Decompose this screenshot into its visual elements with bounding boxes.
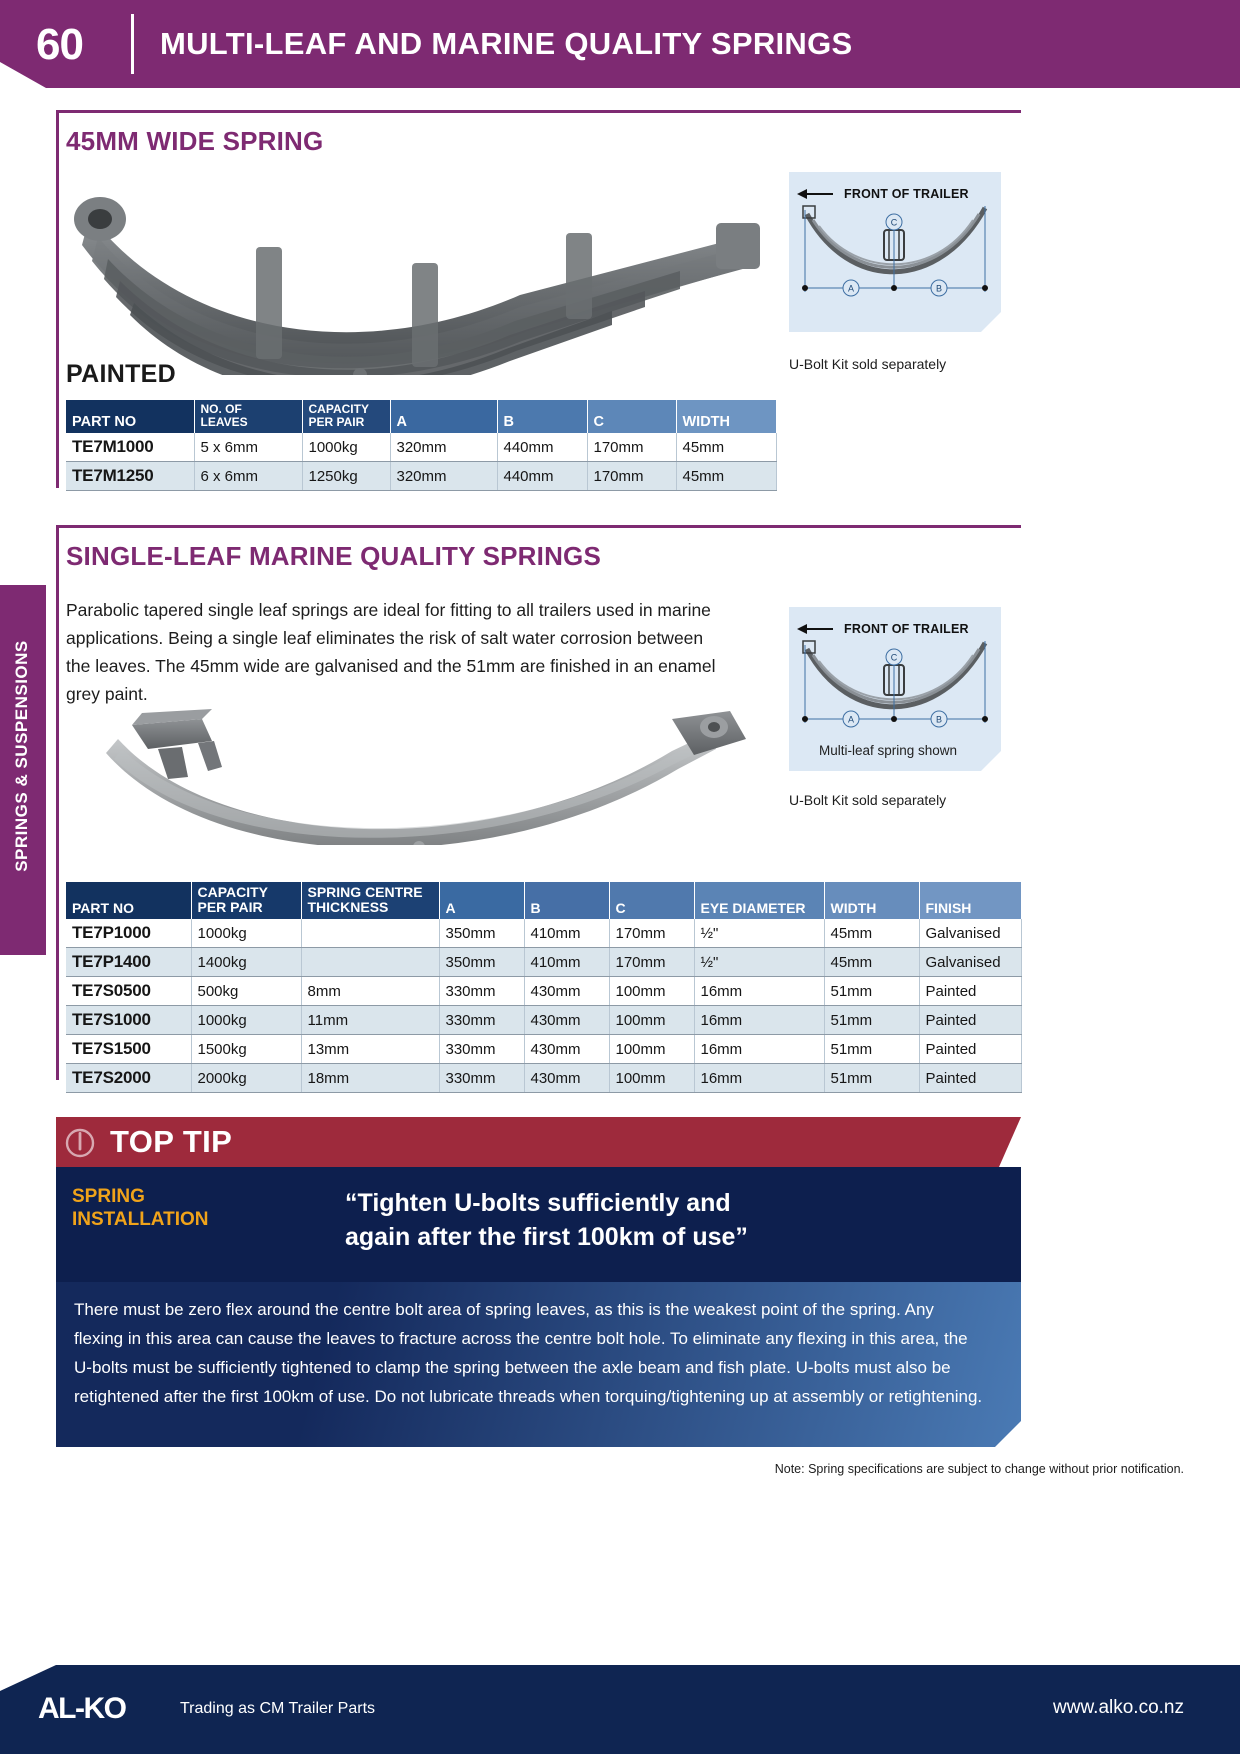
svg-text:A: A xyxy=(847,714,855,725)
cell-c: 100mm xyxy=(609,977,694,1006)
table-marine-body xyxy=(66,919,1021,1093)
diagram-2-inner-caption: Multi-leaf spring shown xyxy=(819,743,958,758)
cell-part-no: TE7M1000 xyxy=(66,433,194,462)
section-2-paragraph: Parabolic tapered single leaf springs are ideal for fitting to all trailers used in marine applications. Being a single leaf eliminates the risk of salt water corrosion between the leaves. The 45mm wide are galvanised and the 51mm are finished in an enamel grey paint. xyxy=(66,600,716,704)
cell-eye-diameter: ½" xyxy=(694,948,824,977)
cell-a: 330mm xyxy=(439,1006,524,1035)
th-b: B xyxy=(497,400,587,433)
cell-thickness: 11mm xyxy=(301,1006,439,1035)
cell-finish: Painted xyxy=(919,1035,1021,1064)
cell-width: 45mm xyxy=(824,948,919,977)
table-row xyxy=(66,433,776,462)
header-divider xyxy=(131,14,134,74)
th-c: C xyxy=(587,400,676,433)
cell-b: 430mm xyxy=(524,1006,609,1035)
cell-b: 410mm xyxy=(524,919,609,948)
cell-capacity: 2000kg xyxy=(191,1064,301,1093)
th-part-no: PART NO xyxy=(66,882,191,919)
cell-eye-diameter: 16mm xyxy=(694,1035,824,1064)
cell-c: 170mm xyxy=(587,462,676,491)
cell-c: 170mm xyxy=(609,919,694,948)
diagram-panel-1 xyxy=(789,172,1001,332)
svg-text:C: C xyxy=(890,652,898,663)
side-tab-label: SPRINGS & SUSPENSIONS xyxy=(12,640,31,872)
top-tip-body-text: There must be zero flex around the centre bolt area of spring leaves, as this is the weakest point of the spring. Any flexing in this area can cause the leaves to fracture across the centre bolt hole. To eliminate any flexing in this area, the U-bolts must be sufficiently tightened to clamp the spring between the axle beam and fish plate. U-bolts must also be retightened after the first 100km of use. Do not lubricate threads when torquing/tightening up at assembly or retightening. xyxy=(74,1300,983,1406)
cell-b: 430mm xyxy=(524,977,609,1006)
table-marine xyxy=(66,882,1022,1093)
cell-eye-diameter: 16mm xyxy=(694,1064,824,1093)
cell-part-no: TE7S1500 xyxy=(66,1035,191,1064)
cell-width: 51mm xyxy=(824,1035,919,1064)
diagram-2-caption: U-Bolt Kit sold separately xyxy=(789,792,947,808)
cell-a: 320mm xyxy=(390,433,497,462)
side-tab-springs-suspensions xyxy=(0,585,46,955)
cell-thickness: 18mm xyxy=(301,1064,439,1093)
top-tip-banner-notch xyxy=(999,1117,1021,1167)
top-tip-quote xyxy=(345,1186,748,1254)
cell-c: 100mm xyxy=(609,1064,694,1093)
top-tip-kicker-line2: INSTALLATION xyxy=(72,1209,209,1230)
section-1-subtitle: PAINTED xyxy=(66,360,176,388)
cell-width: 45mm xyxy=(676,433,776,462)
cell-eye-diameter: 16mm xyxy=(694,977,824,1006)
cell-capacity: 1000kg xyxy=(302,433,390,462)
cell-capacity: 1400kg xyxy=(191,948,301,977)
cell-eye-diameter: 16mm xyxy=(694,1006,824,1035)
cell-finish: Painted xyxy=(919,977,1021,1006)
cell-capacity: 500kg xyxy=(191,977,301,1006)
cell-capacity: 1000kg xyxy=(191,919,301,948)
th-a: A xyxy=(439,882,524,919)
table-row xyxy=(66,1035,1021,1064)
footer-trading-text: Trading as CM Trailer Parts xyxy=(180,1700,376,1717)
svg-text:C: C xyxy=(890,217,898,228)
cell-thickness: 8mm xyxy=(301,977,439,1006)
cell-thickness xyxy=(301,948,439,977)
cell-a: 330mm xyxy=(439,1035,524,1064)
single-leaf-marine-spring-image xyxy=(62,705,762,845)
cell-b: 430mm xyxy=(524,1035,609,1064)
th-eye-diameter: EYE DIAMETER xyxy=(694,882,824,919)
cell-finish: Galvanised xyxy=(919,948,1021,977)
cell-a: 350mm xyxy=(439,948,524,977)
multi-leaf-spring-image xyxy=(60,175,760,375)
th-capacity-per-pair: CAPACITY PER PAIR xyxy=(191,882,301,919)
cell-leaves: 5 x 6mm xyxy=(194,433,302,462)
cell-part-no: TE7S1000 xyxy=(66,1006,191,1035)
cell-capacity: 1000kg xyxy=(191,1006,301,1035)
cell-eye-diameter: ½" xyxy=(694,919,824,948)
th-a: A xyxy=(390,400,497,433)
table-painted-body xyxy=(66,433,776,491)
cell-a: 330mm xyxy=(439,1064,524,1093)
cell-leaves: 6 x 6mm xyxy=(194,462,302,491)
table-row xyxy=(66,462,776,491)
top-tip-quote-line1: “Tighten U-bolts sufficiently and xyxy=(345,1189,731,1217)
table-row xyxy=(66,919,1021,948)
cell-b: 410mm xyxy=(524,948,609,977)
section-2-left-rule xyxy=(56,525,59,1080)
svg-text:B: B xyxy=(935,283,943,294)
th-part-no: PART NO xyxy=(66,400,194,433)
cell-a: 350mm xyxy=(439,919,524,948)
spec-note: Note: Spring specifications are subject to change without prior notification. xyxy=(774,1462,1184,1476)
cell-c: 100mm xyxy=(609,1035,694,1064)
th-width: WIDTH xyxy=(824,882,919,919)
table-row xyxy=(66,1064,1021,1093)
info-icon xyxy=(64,1126,96,1158)
table-row xyxy=(66,948,1021,977)
section-1-title: 45MM WIDE SPRING xyxy=(66,126,324,156)
svg-text:A: A xyxy=(847,283,855,294)
svg-text:B: B xyxy=(935,714,943,725)
th-width: WIDTH xyxy=(676,400,776,433)
diagram-1-arrow-label: FRONT OF TRAILER xyxy=(844,187,969,201)
cell-b: 430mm xyxy=(524,1064,609,1093)
cell-capacity: 1250kg xyxy=(302,462,390,491)
cell-finish: Painted xyxy=(919,1064,1021,1093)
table-row xyxy=(66,977,1021,1006)
table-row xyxy=(66,1006,1021,1035)
cell-width: 45mm xyxy=(676,462,776,491)
diagram-panel-2 xyxy=(789,607,1001,771)
cell-finish: Painted xyxy=(919,1006,1021,1035)
th-b: B xyxy=(524,882,609,919)
cell-width: 51mm xyxy=(824,977,919,1006)
cell-part-no: TE7P1400 xyxy=(66,948,191,977)
top-tip-quote-line2: again after the first 100km of use” xyxy=(345,1223,748,1251)
cell-c: 170mm xyxy=(609,948,694,977)
th-no-of-leaves: NO. OF LEAVES xyxy=(194,400,302,433)
cell-thickness xyxy=(301,919,439,948)
top-tip-title: TOP TIP xyxy=(110,1124,233,1159)
cell-width: 51mm xyxy=(824,1064,919,1093)
cell-thickness: 13mm xyxy=(301,1035,439,1064)
top-tip-kicker xyxy=(72,1185,209,1231)
cell-part-no: TE7S0500 xyxy=(66,977,191,1006)
cell-b: 440mm xyxy=(497,433,587,462)
cell-part-no: TE7P1000 xyxy=(66,919,191,948)
diagram-1-caption: U-Bolt Kit sold separately xyxy=(789,356,947,372)
section-1-top-rule xyxy=(56,110,1021,113)
section-2-title: SINGLE-LEAF MARINE QUALITY SPRINGS xyxy=(66,541,602,571)
top-tip-kicker-line1: SPRING xyxy=(72,1186,145,1207)
alko-logo: AL-KO xyxy=(38,1692,126,1725)
th-finish: FINISH xyxy=(919,882,1021,919)
cell-width: 45mm xyxy=(824,919,919,948)
cell-part-no: TE7M1250 xyxy=(66,462,194,491)
cell-c: 170mm xyxy=(587,433,676,462)
page-number: 60 xyxy=(36,20,83,69)
section-1-left-rule xyxy=(56,110,59,488)
th-spring-centre-thickness: SPRING CENTRE THICKNESS xyxy=(301,882,439,919)
section-2-top-rule xyxy=(56,525,1021,528)
top-tip-body-notch xyxy=(995,1421,1021,1447)
footer-website-link[interactable]: www.alko.co.nz xyxy=(1053,1697,1184,1718)
th-c: C xyxy=(609,882,694,919)
table-marine-header-row xyxy=(66,882,1021,919)
page-title: MULTI-LEAF AND MARINE QUALITY SPRINGS xyxy=(160,26,853,61)
cell-width: 51mm xyxy=(824,1006,919,1035)
table-painted-header-row xyxy=(66,400,776,433)
cell-a: 330mm xyxy=(439,977,524,1006)
cell-capacity: 1500kg xyxy=(191,1035,301,1064)
th-capacity-per-pair: CAPACITY PER PAIR xyxy=(302,400,390,433)
cell-b: 440mm xyxy=(497,462,587,491)
cell-c: 100mm xyxy=(609,1006,694,1035)
cell-a: 320mm xyxy=(390,462,497,491)
diagram-2-arrow-label: FRONT OF TRAILER xyxy=(844,622,969,636)
cell-finish: Galvanised xyxy=(919,919,1021,948)
cell-part-no: TE7S2000 xyxy=(66,1064,191,1093)
table-painted xyxy=(66,400,777,491)
